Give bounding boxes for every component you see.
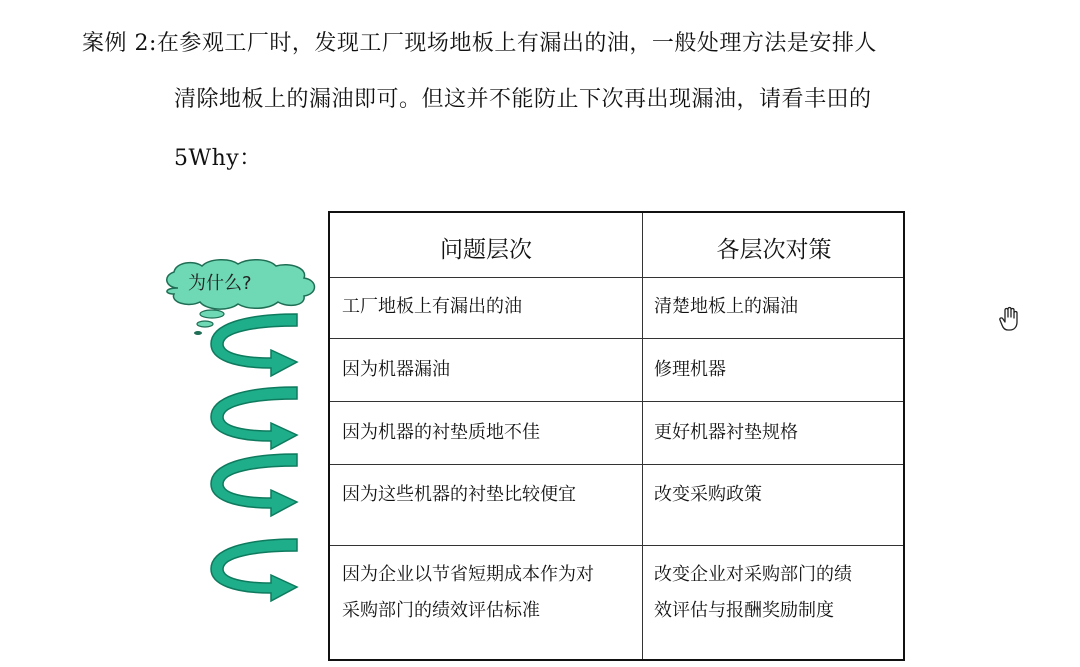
table-cell-measure-line1: 改变企业对采购部门的绩 <box>654 564 852 585</box>
table-cell-measure: 改变采购政策 <box>654 484 762 505</box>
row-divider <box>330 464 903 465</box>
intro-line-2: 清除地板上的漏油即可。但这并不能防止下次再出现漏油，请看丰田的 <box>174 87 872 112</box>
row-divider <box>330 338 903 339</box>
curved-arrow-icon <box>205 383 305 453</box>
five-why-table <box>328 211 905 661</box>
table-cell-problem: 因为这些机器的衬垫比较便宜 <box>342 484 576 505</box>
curved-arrow-icon <box>205 450 305 520</box>
hand-cursor-icon <box>998 306 1022 332</box>
header-countermeasure: 各层次对策 <box>716 237 832 263</box>
table-cell-problem-line1: 因为企业以节省短期成本作为对 <box>342 564 594 585</box>
table-cell-measure: 清楚地板上的漏油 <box>654 296 798 317</box>
table-cell-problem: 工厂地板上有漏出的油 <box>342 296 522 317</box>
table-cell-problem: 因为机器的衬垫质地不佳 <box>342 422 540 443</box>
table-cell-measure-line2: 效评估与报酬奖励制度 <box>654 600 834 621</box>
row-divider <box>330 401 903 402</box>
curved-arrow-icon <box>205 310 305 380</box>
intro-line-3: 5Why： <box>174 146 262 171</box>
intro-line-1: 案例 2:在参观工厂时，发现工厂现场地板上有漏出的油，一般处理方法是安排人 <box>82 31 877 56</box>
cloud-label: 为什么? <box>188 273 252 294</box>
table-cell-measure: 更好机器衬垫规格 <box>654 422 798 443</box>
table-cell-problem: 因为机器漏油 <box>342 359 450 380</box>
header-problem-level: 问题层次 <box>440 237 532 263</box>
row-divider <box>330 277 903 278</box>
column-divider <box>642 213 643 659</box>
row-divider <box>330 545 903 546</box>
table-cell-problem-line2: 采购部门的绩效评估标准 <box>342 600 540 621</box>
table-cell-measure: 修理机器 <box>654 359 726 380</box>
curved-arrow-icon <box>205 535 305 605</box>
